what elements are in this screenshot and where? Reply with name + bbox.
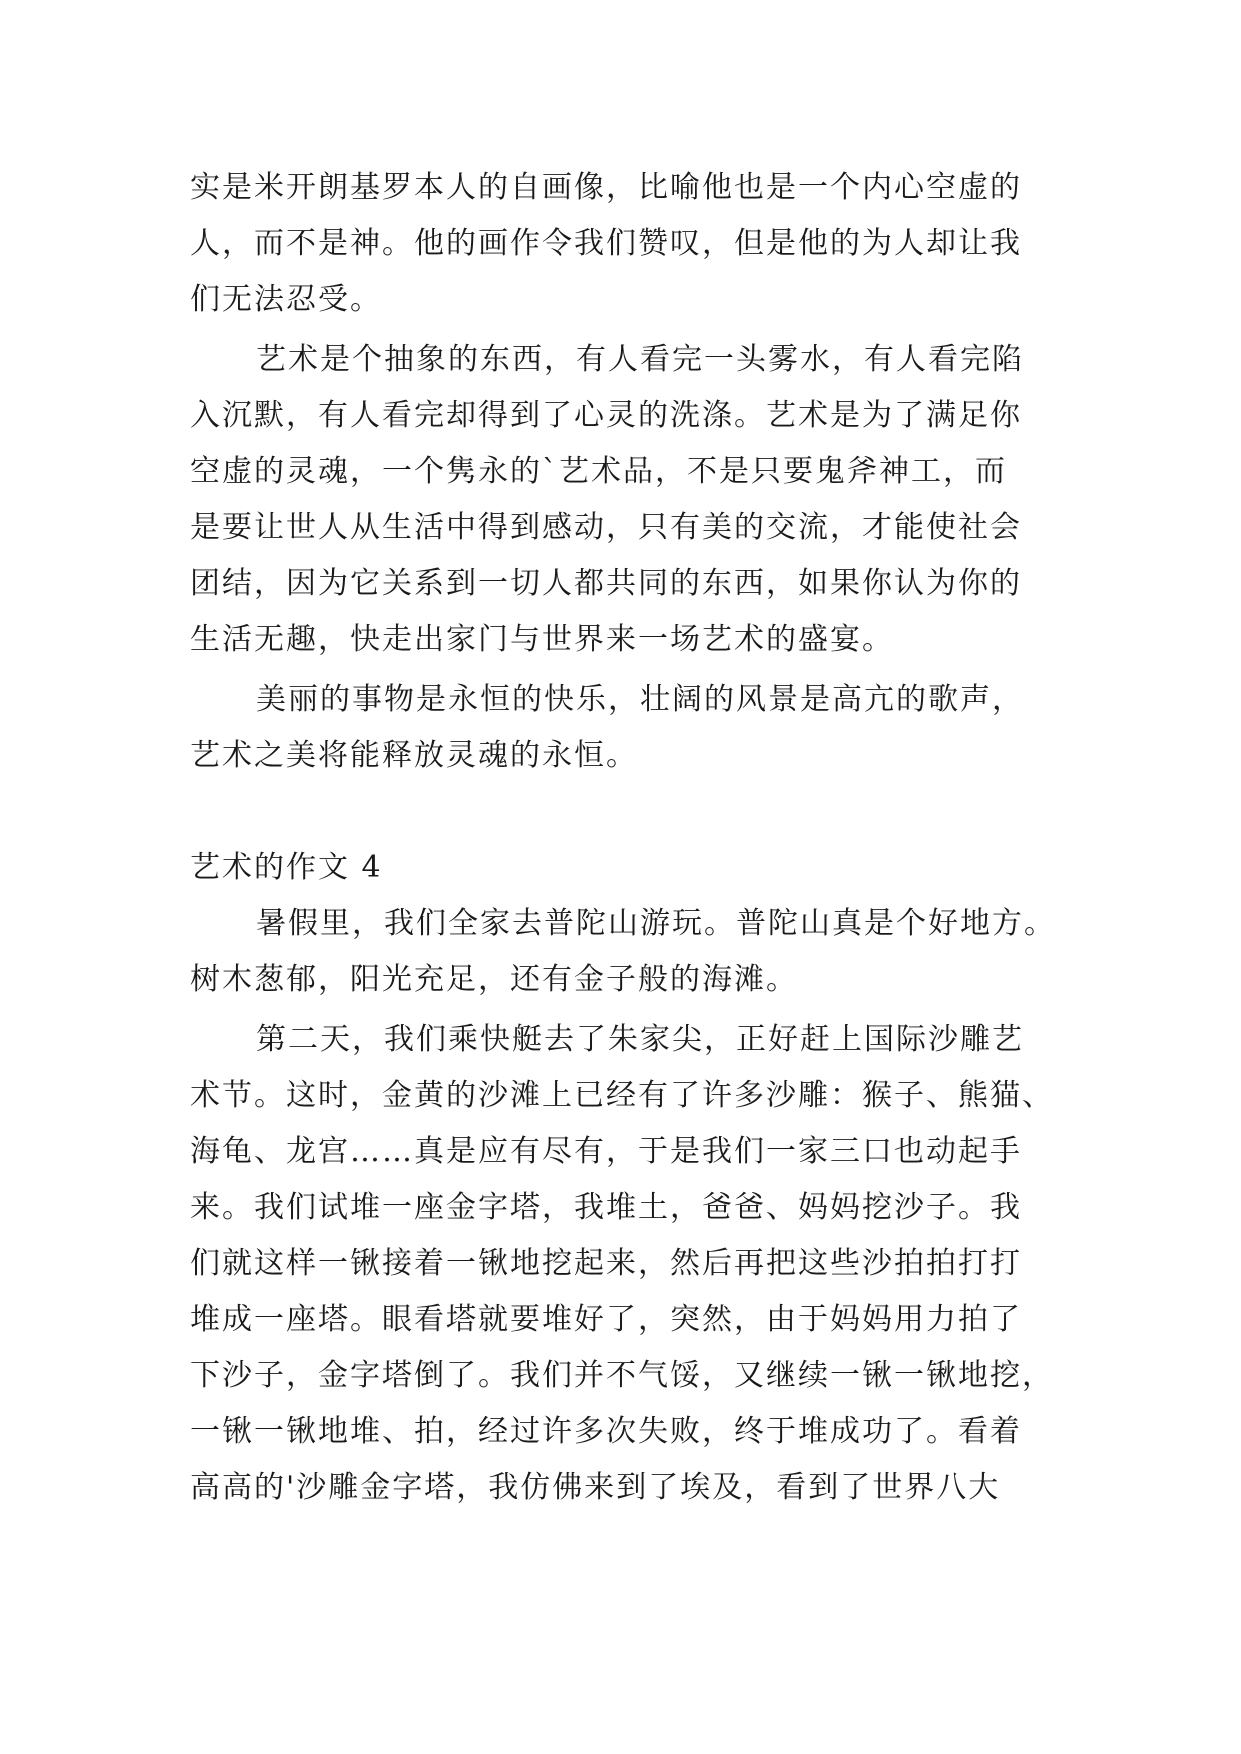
text-line: 高高的'沙雕金字塔，我仿佛来到了埃及，看到了世界八大 — [190, 1470, 1001, 1505]
paragraph — [190, 896, 1056, 1008]
text-line: 下沙子，金字塔倒了。我们并不气馁，又继续一锹一锹地挖， — [190, 1358, 1054, 1393]
document-body — [190, 160, 1056, 1516]
text-line: 实是米开朗基罗本人的自画像，比喻他也是一个内心空虚的 — [190, 170, 1022, 205]
text-line: 海龟、龙宫……真是应有尽有，于是我们一家三口也动起手 — [190, 1134, 1022, 1169]
text-line: 艺术之美将能释放灵魂的永恒。 — [190, 738, 638, 773]
text-line: 是要让世人从生活中得到感动，只有美的交流，才能使社会 — [190, 510, 1022, 545]
text-line: 暑假里，我们全家去普陀山游玩。普陀山真是个好地方。 — [256, 906, 1056, 941]
text-line: 美丽的事物是永恒的快乐，壮阔的风景是高亢的歌声， — [256, 682, 1024, 717]
paragraph — [190, 332, 1050, 668]
text-line: 生活无趣，快走出家门与世界来一场艺术的盛宴。 — [190, 622, 894, 657]
text-line: 第二天，我们乘快艇去了朱家尖，正好赶上国际沙雕艺 — [256, 1022, 1024, 1057]
text-line: 来。我们试堆一座金字塔，我堆土，爸爸、妈妈挖沙子。我 — [190, 1190, 1022, 1225]
text-line: 堆成一座塔。眼看塔就要堆好了，突然，由于妈妈用力拍了 — [190, 1302, 1022, 1337]
section-heading-text: 艺术的作文 4 — [190, 850, 383, 885]
text-line: 们就这样一锹接着一锹地挖起来，然后再把这些沙拍拍打打 — [190, 1246, 1022, 1281]
text-line: 术节。这时，金黄的沙滩上已经有了许多沙雕：猴子、熊猫、 — [190, 1078, 1054, 1113]
text-line: 空虚的灵魂，一个隽永的`艺术品，不是只要鬼斧神工，而 — [190, 454, 1007, 489]
section-heading — [190, 840, 1050, 896]
paragraph — [190, 160, 1050, 328]
text-line: 艺术是个抽象的东西，有人看完一头雾水，有人看完陷 — [256, 342, 1024, 377]
text-line: 入沉默，有人看完却得到了心灵的洗涤。艺术是为了满足你 — [190, 398, 1022, 433]
text-line: 树木葱郁，阳光充足，还有金子般的海滩。 — [190, 962, 798, 997]
text-line: 们无法忍受。 — [190, 282, 382, 317]
text-line: 一锹一锹地堆、拍，经过许多次失败，终于堆成功了。看着 — [190, 1414, 1022, 1449]
text-line: 团结，因为它关系到一切人都共同的东西，如果你认为你的 — [190, 566, 1022, 601]
paragraph — [190, 1012, 1054, 1516]
text-line: 人，而不是神。他的画作令我们赞叹，但是他的为人却让我 — [190, 226, 1022, 261]
paragraph — [190, 672, 1050, 784]
